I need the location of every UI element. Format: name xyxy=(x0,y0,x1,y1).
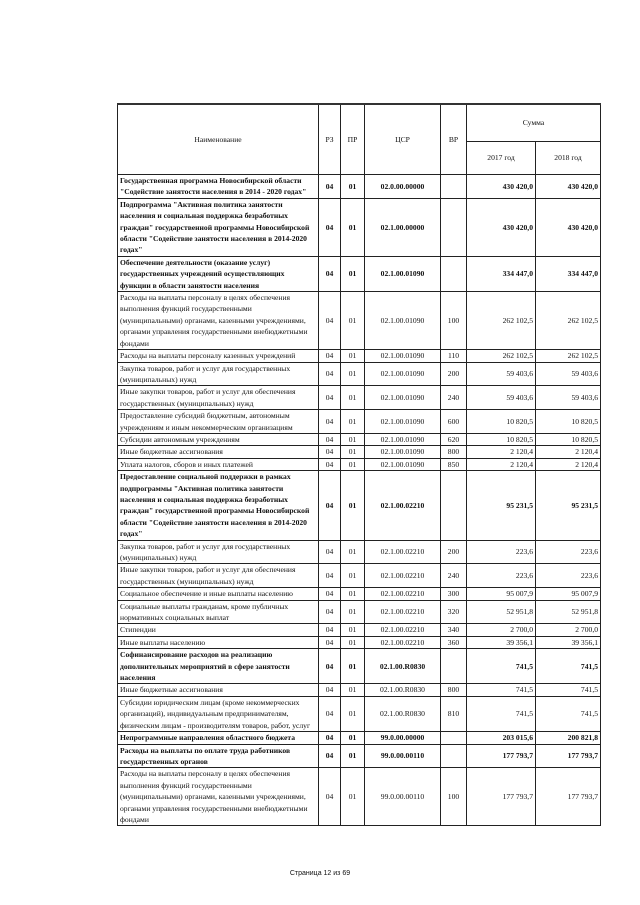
cell-vr: 600 xyxy=(441,410,467,434)
cell-pr: 01 xyxy=(341,600,365,624)
cell-y2017: 223,6 xyxy=(467,540,536,564)
cell-y2018: 95 231,5 xyxy=(536,471,601,540)
cell-rz: 04 xyxy=(319,458,341,470)
cell-name: Закупка товаров, работ и услуг для государственных (муниципальных) нужд xyxy=(118,540,319,564)
cell-vr: 340 xyxy=(441,624,467,636)
cell-csr: 99.0.00.00110 xyxy=(365,768,441,826)
cell-csr: 02.1.00.02210 xyxy=(365,540,441,564)
table-row xyxy=(118,458,601,470)
cell-rz: 04 xyxy=(319,732,341,744)
cell-name: Расходы на выплаты персоналу в целях обеспечения выполнения функций государственными (муниципальными) органами, казенными учреждениями, органами управления государственными внебюджетными фондами xyxy=(118,292,319,350)
cell-name: Иные закупки товаров, работ и услуг для обеспечения государственных (муниципальных) нужд xyxy=(118,564,319,588)
cell-rz: 04 xyxy=(319,540,341,564)
cell-rz: 04 xyxy=(319,768,341,826)
budget-table xyxy=(117,103,601,826)
cell-csr: 02.0.00.00000 xyxy=(365,175,441,199)
table-body xyxy=(118,175,601,826)
cell-vr: 100 xyxy=(441,768,467,826)
cell-y2017: 2 120,4 xyxy=(467,446,536,458)
cell-rz: 04 xyxy=(319,446,341,458)
cell-vr: 200 xyxy=(441,540,467,564)
cell-rz: 04 xyxy=(319,744,341,768)
cell-rz: 04 xyxy=(319,198,341,256)
cell-vr: 320 xyxy=(441,600,467,624)
cell-y2018: 223,6 xyxy=(536,564,601,588)
cell-y2018: 334 447,0 xyxy=(536,256,601,291)
cell-vr: 360 xyxy=(441,636,467,648)
header-csr: ЦСР xyxy=(365,104,441,175)
cell-csr: 02.1.00.01090 xyxy=(365,458,441,470)
header-sum: Сумма xyxy=(467,104,601,142)
cell-pr: 01 xyxy=(341,198,365,256)
cell-pr: 01 xyxy=(341,636,365,648)
cell-name: Непрограммные направления областного бюджета xyxy=(118,732,319,744)
cell-vr: 800 xyxy=(441,446,467,458)
cell-y2017: 177 793,7 xyxy=(467,744,536,768)
cell-vr xyxy=(441,732,467,744)
cell-vr: 850 xyxy=(441,458,467,470)
cell-csr: 02.1.00.01090 xyxy=(365,350,441,362)
cell-vr: 240 xyxy=(441,386,467,410)
cell-pr: 01 xyxy=(341,446,365,458)
cell-y2018: 741,5 xyxy=(536,684,601,696)
cell-csr: 02.1.00.02210 xyxy=(365,600,441,624)
cell-pr: 01 xyxy=(341,588,365,600)
cell-vr xyxy=(441,175,467,199)
table-row xyxy=(118,564,601,588)
cell-csr: 02.1.00.R0830 xyxy=(365,684,441,696)
cell-y2018: 10 820,5 xyxy=(536,410,601,434)
cell-csr: 02.1.00.R0830 xyxy=(365,649,441,684)
cell-pr: 01 xyxy=(341,732,365,744)
cell-y2017: 430 420,0 xyxy=(467,198,536,256)
cell-y2018: 10 820,5 xyxy=(536,433,601,445)
table-row xyxy=(118,198,601,256)
cell-name: Закупка товаров, работ и услуг для государственных (муниципальных) нужд xyxy=(118,362,319,386)
cell-rz: 04 xyxy=(319,624,341,636)
cell-name: Расходы на выплаты по оплате труда работников государственных органов xyxy=(118,744,319,768)
cell-pr: 01 xyxy=(341,433,365,445)
table-row xyxy=(118,684,601,696)
cell-rz: 04 xyxy=(319,636,341,648)
table-row xyxy=(118,433,601,445)
cell-name: Софинансирование расходов на реализацию дополнительных мероприятий в сфере занятости населения xyxy=(118,649,319,684)
cell-y2018: 2 120,4 xyxy=(536,458,601,470)
cell-y2017: 203 015,6 xyxy=(467,732,536,744)
cell-y2017: 10 820,5 xyxy=(467,433,536,445)
cell-pr: 01 xyxy=(341,696,365,731)
cell-y2017: 262 102,5 xyxy=(467,350,536,362)
cell-csr: 02.1.00.00000 xyxy=(365,198,441,256)
cell-y2017: 741,5 xyxy=(467,684,536,696)
cell-y2017: 52 951,8 xyxy=(467,600,536,624)
header-pr: ПР xyxy=(341,104,365,175)
cell-pr: 01 xyxy=(341,458,365,470)
cell-rz: 04 xyxy=(319,410,341,434)
cell-csr: 02.1.00.01090 xyxy=(365,433,441,445)
cell-csr: 02.1.00.02210 xyxy=(365,624,441,636)
cell-csr: 02.1.00.01090 xyxy=(365,446,441,458)
cell-y2018: 223,6 xyxy=(536,540,601,564)
cell-pr: 01 xyxy=(341,540,365,564)
cell-y2017: 430 420,0 xyxy=(467,175,536,199)
cell-y2017: 741,5 xyxy=(467,696,536,731)
cell-name: Стипендии xyxy=(118,624,319,636)
cell-y2018: 95 007,9 xyxy=(536,588,601,600)
cell-pr: 01 xyxy=(341,175,365,199)
table-row xyxy=(118,256,601,291)
header-year-2017: 2017 год xyxy=(467,142,536,175)
table-row xyxy=(118,410,601,434)
header-vr: ВР xyxy=(441,104,467,175)
cell-y2018: 39 356,1 xyxy=(536,636,601,648)
cell-vr: 620 xyxy=(441,433,467,445)
table-row xyxy=(118,350,601,362)
cell-vr xyxy=(441,471,467,540)
header-rz: РЗ xyxy=(319,104,341,175)
cell-pr: 01 xyxy=(341,768,365,826)
cell-y2018: 177 793,7 xyxy=(536,768,601,826)
cell-rz: 04 xyxy=(319,256,341,291)
cell-name: Иные бюджетные ассигнования xyxy=(118,684,319,696)
table-row xyxy=(118,636,601,648)
cell-pr: 01 xyxy=(341,624,365,636)
cell-csr: 02.1.00.02210 xyxy=(365,471,441,540)
table-row xyxy=(118,540,601,564)
cell-rz: 04 xyxy=(319,362,341,386)
cell-name: Социальные выплаты гражданам, кроме публичных нормативных социальных выплат xyxy=(118,600,319,624)
table-row xyxy=(118,600,601,624)
cell-pr: 01 xyxy=(341,362,365,386)
cell-pr: 01 xyxy=(341,564,365,588)
cell-csr: 02.1.00.01090 xyxy=(365,410,441,434)
cell-vr: 800 xyxy=(441,684,467,696)
cell-vr: 300 xyxy=(441,588,467,600)
cell-y2018: 741,5 xyxy=(536,649,601,684)
table-row xyxy=(118,175,601,199)
cell-y2017: 741,5 xyxy=(467,649,536,684)
table-row xyxy=(118,768,601,826)
cell-pr: 01 xyxy=(341,386,365,410)
cell-y2018: 177 793,7 xyxy=(536,744,601,768)
cell-rz: 04 xyxy=(319,696,341,731)
cell-name: Иные бюджетные ассигнования xyxy=(118,446,319,458)
cell-y2018: 262 102,5 xyxy=(536,292,601,350)
cell-rz: 04 xyxy=(319,471,341,540)
cell-y2017: 2 700,0 xyxy=(467,624,536,636)
cell-name: Субсидии юридическим лицам (кроме некоммерческих организаций), индивидуальным предпринимателям, физическим лицам - производителям товаров, работ, услуг xyxy=(118,696,319,731)
cell-pr: 01 xyxy=(341,410,365,434)
cell-name: Социальное обеспечение и иные выплаты населению xyxy=(118,588,319,600)
cell-vr: 200 xyxy=(441,362,467,386)
cell-name: Расходы на выплаты персоналу в целях обеспечения выполнения функций государственными (муниципальными) органами, казенными учреждениями, органами управления государственными внебюджетными фондами xyxy=(118,768,319,826)
cell-name: Государственная программа Новосибирской области "Содействие занятости населения в 2014 - 2020 годах" xyxy=(118,175,319,199)
cell-rz: 04 xyxy=(319,649,341,684)
cell-y2017: 10 820,5 xyxy=(467,410,536,434)
cell-csr: 02.1.00.R0830 xyxy=(365,696,441,731)
cell-y2018: 262 102,5 xyxy=(536,350,601,362)
cell-y2018: 59 403,6 xyxy=(536,362,601,386)
cell-y2017: 39 356,1 xyxy=(467,636,536,648)
cell-vr xyxy=(441,198,467,256)
cell-csr: 02.1.00.01090 xyxy=(365,256,441,291)
cell-rz: 04 xyxy=(319,350,341,362)
cell-csr: 02.1.00.01090 xyxy=(365,386,441,410)
cell-rz: 04 xyxy=(319,386,341,410)
cell-vr: 810 xyxy=(441,696,467,731)
table-row xyxy=(118,446,601,458)
cell-name: Обеспечение деятельности (оказание услуг) государственных учреждений осуществляющих функции в области занятости населения xyxy=(118,256,319,291)
cell-name: Предоставление социальной поддержки в рамках подпрограммы "Активная политика занятости населения и социальная поддержка безработных граждан" государственной программы Новосибирской области "Содействие занятости населения в 2014-2020 годах" xyxy=(118,471,319,540)
cell-y2017: 2 120,4 xyxy=(467,458,536,470)
cell-name: Предоставление субсидий бюджетным, автономным учреждениям и иным некоммерческим организациям xyxy=(118,410,319,434)
cell-pr: 01 xyxy=(341,684,365,696)
cell-y2017: 95 231,5 xyxy=(467,471,536,540)
cell-csr: 02.1.00.02210 xyxy=(365,588,441,600)
cell-name: Расходы на выплаты персоналу казенных учреждений xyxy=(118,350,319,362)
table-row xyxy=(118,696,601,731)
cell-csr: 02.1.00.02210 xyxy=(365,636,441,648)
cell-vr: 240 xyxy=(441,564,467,588)
cell-rz: 04 xyxy=(319,292,341,350)
cell-y2018: 2 700,0 xyxy=(536,624,601,636)
header-name: Наименование xyxy=(118,104,319,175)
cell-rz: 04 xyxy=(319,175,341,199)
cell-y2017: 59 403,6 xyxy=(467,362,536,386)
cell-vr xyxy=(441,649,467,684)
cell-pr: 01 xyxy=(341,350,365,362)
cell-vr xyxy=(441,256,467,291)
cell-pr: 01 xyxy=(341,256,365,291)
cell-y2018: 430 420,0 xyxy=(536,175,601,199)
table-row xyxy=(118,292,601,350)
cell-y2017: 177 793,7 xyxy=(467,768,536,826)
cell-y2017: 334 447,0 xyxy=(467,256,536,291)
table-row xyxy=(118,362,601,386)
cell-y2018: 741,5 xyxy=(536,696,601,731)
cell-name: Иные закупки товаров, работ и услуг для обеспечения государственных (муниципальных) нужд xyxy=(118,386,319,410)
table-row xyxy=(118,649,601,684)
cell-y2017: 95 007,9 xyxy=(467,588,536,600)
cell-rz: 04 xyxy=(319,684,341,696)
cell-name: Уплата налогов, сборов и иных платежей xyxy=(118,458,319,470)
cell-csr: 02.1.00.02210 xyxy=(365,564,441,588)
table-row xyxy=(118,386,601,410)
table-row xyxy=(118,744,601,768)
cell-y2017: 59 403,6 xyxy=(467,386,536,410)
page-number: Страница 12 из 69 xyxy=(289,870,351,877)
cell-pr: 01 xyxy=(341,292,365,350)
cell-y2017: 262 102,5 xyxy=(467,292,536,350)
cell-name: Иные выплаты населению xyxy=(118,636,319,648)
cell-pr: 01 xyxy=(341,471,365,540)
cell-vr: 100 xyxy=(441,292,467,350)
cell-pr: 01 xyxy=(341,744,365,768)
cell-csr: 02.1.00.01090 xyxy=(365,362,441,386)
cell-pr: 01 xyxy=(341,649,365,684)
table-row xyxy=(118,588,601,600)
cell-rz: 04 xyxy=(319,588,341,600)
cell-name: Подпрограмма "Активная политика занятости населения и социальная поддержка безработных граждан" государственной программы Новосибирской области "Содействие занятости населения в 2014-2020 годах" xyxy=(118,198,319,256)
cell-rz: 04 xyxy=(319,600,341,624)
cell-rz: 04 xyxy=(319,433,341,445)
table-row xyxy=(118,471,601,540)
cell-csr: 99.0.00.00000 xyxy=(365,732,441,744)
header-year-2018: 2018 год xyxy=(536,142,601,175)
cell-name: Субсидии автономным учреждениям xyxy=(118,433,319,445)
cell-vr: 110 xyxy=(441,350,467,362)
cell-y2018: 52 951,8 xyxy=(536,600,601,624)
cell-csr: 99.0.00.00110 xyxy=(365,744,441,768)
cell-csr: 02.1.00.01090 xyxy=(365,292,441,350)
cell-y2018: 59 403,6 xyxy=(536,386,601,410)
table-row xyxy=(118,732,601,744)
cell-y2018: 2 120,4 xyxy=(536,446,601,458)
table-row xyxy=(118,624,601,636)
cell-y2018: 430 420,0 xyxy=(536,198,601,256)
cell-y2018: 200 821,8 xyxy=(536,732,601,744)
cell-y2017: 223,6 xyxy=(467,564,536,588)
cell-rz: 04 xyxy=(319,564,341,588)
cell-vr xyxy=(441,744,467,768)
